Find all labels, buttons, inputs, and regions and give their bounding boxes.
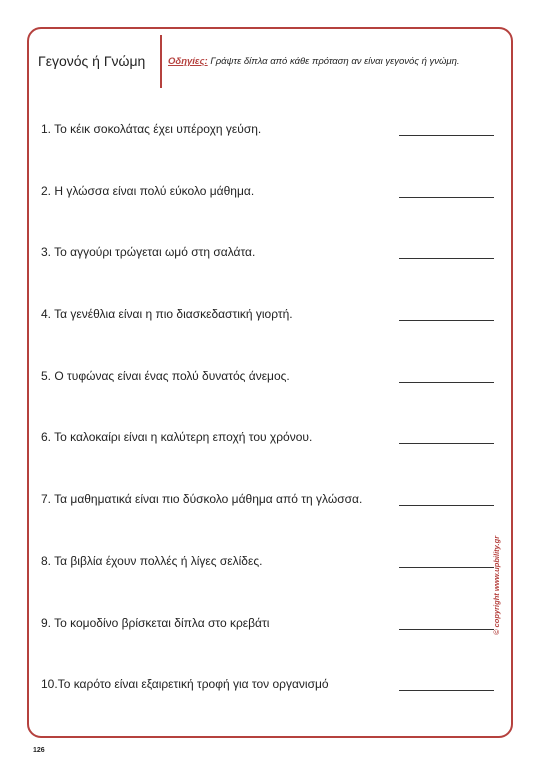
question-text: 8. Τα βιβλία έχουν πολλές ή λίγες σελίδες. <box>41 554 263 568</box>
question-item <box>41 492 496 510</box>
question-text: 6. Το καλοκαίρι είναι η καλύτερη εποχή του χρόνου. <box>41 430 313 444</box>
question-text: 9. Το κομοδίνο βρίσκεται δίπλα στο κρεβάτι <box>41 616 270 630</box>
answer-blank[interactable] <box>399 629 494 630</box>
question-text: 1. Το κέικ σοκολάτας έχει υπέροχη γεύση. <box>41 122 262 136</box>
worksheet-title: Γεγονός ή Γνώμη <box>38 53 146 69</box>
question-item <box>41 430 496 448</box>
instructions-text: Γράψτε δίπλα από κάθε πρόταση αν είναι γεγονός ή γνώμη. <box>207 56 460 67</box>
question-item <box>41 245 496 263</box>
question-item <box>41 122 496 140</box>
answer-blank[interactable] <box>399 135 494 136</box>
answer-blank[interactable] <box>399 567 494 568</box>
worksheet-header <box>29 29 511 91</box>
question-text: 7. Τα μαθηματικά είναι πιο δύσκολο μάθημα από τη γλώσσα. <box>41 492 363 506</box>
instructions-label: Οδηγίες: <box>168 56 208 67</box>
instructions <box>168 56 460 67</box>
answer-blank[interactable] <box>399 320 494 321</box>
question-text: 10.Το καρότο είναι εξαιρετική τροφή για τον οργανισμό <box>41 677 329 691</box>
question-text: 2. Η γλώσσα είναι πολύ εύκολο μάθημα. <box>41 184 255 198</box>
header-divider <box>160 35 162 88</box>
question-item <box>41 307 496 325</box>
answer-blank[interactable] <box>399 505 494 506</box>
copyright-notice: © copyright www.upbility.gr <box>492 535 501 635</box>
question-text: 3. Το αγγούρι τρώγεται ωμό στη σαλάτα. <box>41 245 256 259</box>
question-item <box>41 369 496 387</box>
answer-blank[interactable] <box>399 382 494 383</box>
question-item <box>41 184 496 202</box>
answer-blank[interactable] <box>399 443 494 444</box>
worksheet-frame <box>27 27 513 738</box>
question-item <box>41 554 496 572</box>
answer-blank[interactable] <box>399 197 494 198</box>
question-item <box>41 616 496 634</box>
question-item <box>41 677 496 695</box>
answer-blank[interactable] <box>399 690 494 691</box>
question-text: 4. Τα γενέθλια είναι η πιο διασκεδαστική γιορτή. <box>41 307 293 321</box>
page-number: 126 <box>33 747 45 754</box>
question-text: 5. Ο τυφώνας είναι ένας πολύ δυνατός άνεμος. <box>41 369 290 383</box>
answer-blank[interactable] <box>399 258 494 259</box>
